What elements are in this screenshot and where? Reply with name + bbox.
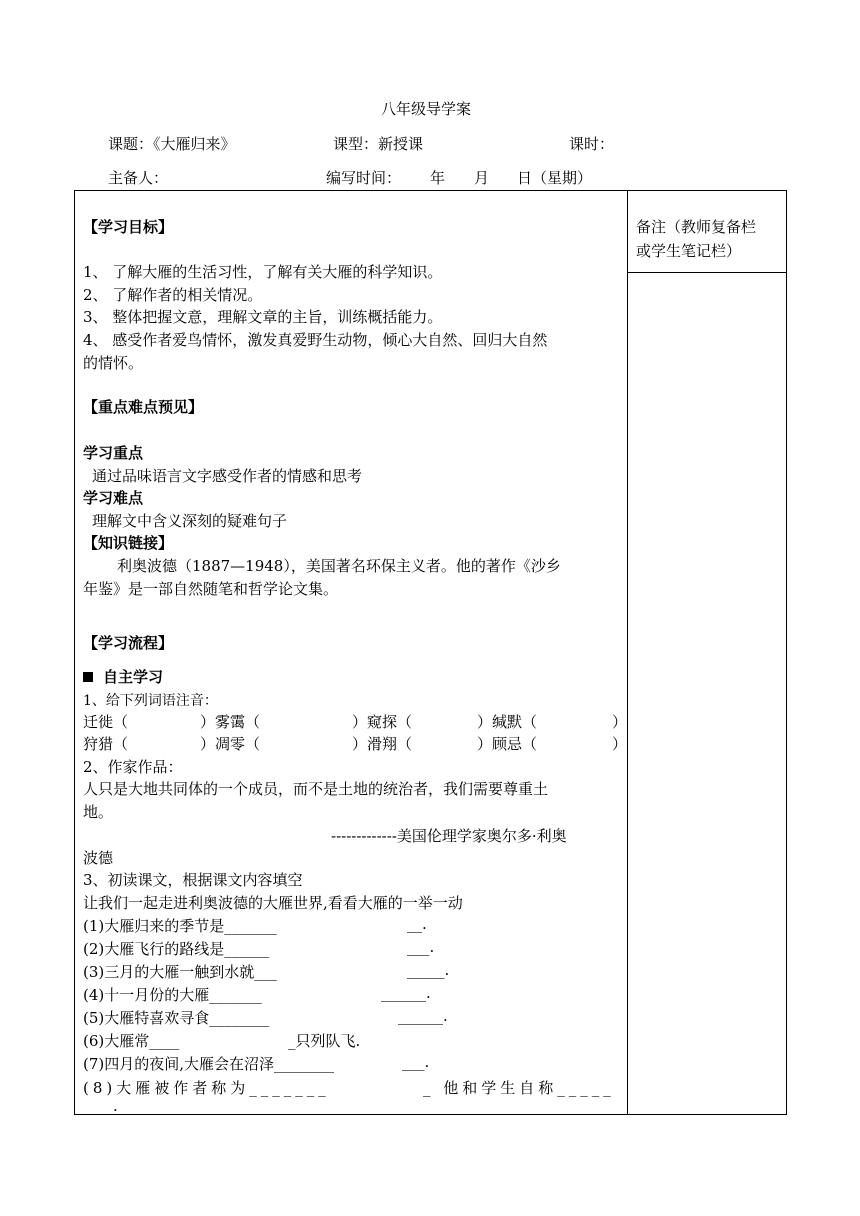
self-study-heading: 自主学习 <box>83 666 163 687</box>
knowledge-line: 利奥波德（1887—1948），美国著名环保主义者。他的著作《沙乡 <box>117 557 561 575</box>
side-note-line1: 备注（教师复备栏 <box>636 218 757 236</box>
page-title: 八年级导学案 <box>381 100 472 118</box>
period-label: 课时： <box>569 135 615 153</box>
focus-heading: 【重点难点预见】 <box>83 398 204 416</box>
question-3-intro: 让我们一起走进利奥波德的大雁世界,看看大雁的一举一动 <box>83 894 463 912</box>
goal-item: 3、 整体把握文意，理解文章的主旨，训练概括能力。 <box>83 308 443 326</box>
side-note-line2: 或学生笔记栏） <box>636 242 742 260</box>
question-3: 3、初读课文，根据课文内容填空 <box>83 871 303 889</box>
date-month: 月 <box>474 169 490 187</box>
course-label: 课题：《大雁归来》 <box>108 135 236 153</box>
knowledge-heading: 【知识链接】 <box>83 534 174 552</box>
quote-source: -------------美国伦理学家奥尔多·利奥 <box>331 827 567 845</box>
question-2: 2、作家作品： <box>83 758 183 776</box>
process-heading: 【学习流程】 <box>83 634 174 652</box>
goal-item: 1、 了解大雁的生活习性，了解有关大雁的科学知识。 <box>83 263 443 281</box>
quote-source-cont: 波德 <box>83 849 114 867</box>
square-bullet-icon <box>83 672 93 682</box>
goal-item: 4、 感受作者爱鸟情怀，激发真爱野生动物，倾心大自然、回归大自然 <box>83 331 548 349</box>
difficulty-text: 理解文中含义深刻的疑难句子 <box>92 512 288 530</box>
difficulty-label: 学习难点 <box>83 489 144 507</box>
goal-item: 的情怀。 <box>83 354 144 372</box>
goals-heading: 【学习目标】 <box>83 218 174 236</box>
date-year: 年 <box>430 169 446 187</box>
date-day: 日（星期） <box>517 169 593 187</box>
quote-line: 地。 <box>83 803 114 821</box>
goal-item: 2、 了解作者的相关情况。 <box>83 286 263 304</box>
quote-line: 人只是大地共同体的一个成员，而不是土地的统治者，我们需要尊重土 <box>83 780 549 798</box>
key-text: 通过品味语言文字感受作者的情感和思考 <box>92 467 363 485</box>
preparer-label: 主备人： <box>108 169 169 187</box>
knowledge-line: 年鉴》是一部自然随笔和哲学论文集。 <box>83 580 339 598</box>
date-label: 编写时间： <box>326 169 402 187</box>
question-1: 1、给下列词语注音： <box>83 693 218 709</box>
type-label: 课型：新授课 <box>333 135 424 153</box>
key-label: 学习重点 <box>83 444 144 462</box>
